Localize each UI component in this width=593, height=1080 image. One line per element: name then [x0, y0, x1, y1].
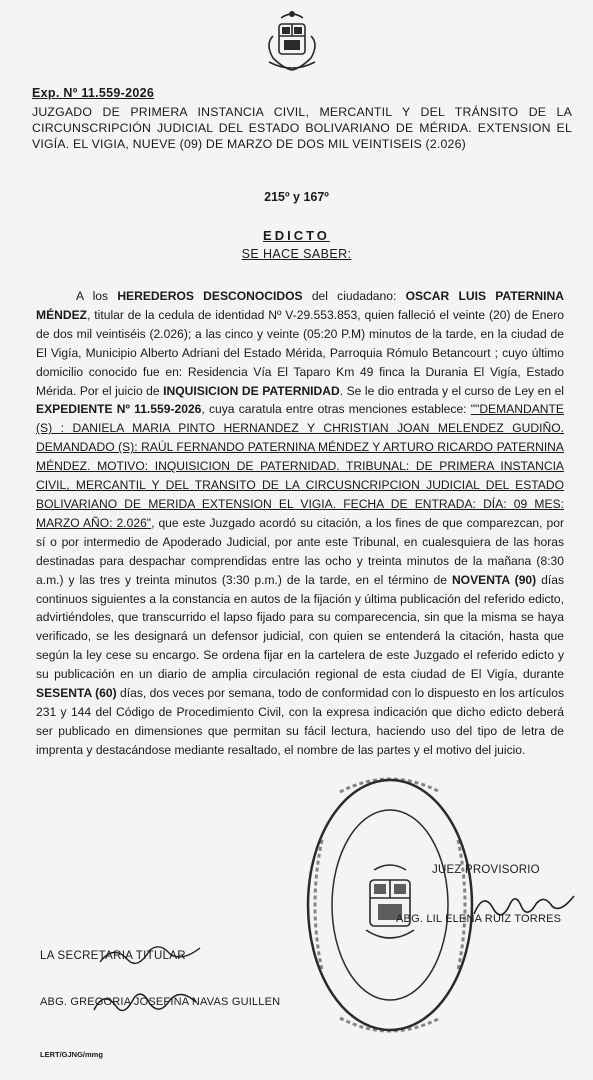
judge-title: JUEZ PROVISORIO	[432, 864, 540, 876]
body-bold-expediente: EXPEDIENTE Nº 11.559-2026	[36, 402, 202, 417]
years-line: 215º y 167º	[264, 190, 329, 204]
secretary-name: ABG. GREGORIA JOSEFINA NAVAS GUILLEN	[40, 996, 281, 1008]
body-bold-noventa: NOVENTA (90)	[451, 572, 537, 587]
edict-body	[36, 287, 564, 760]
court-seal-icon	[300, 770, 480, 1040]
body-text: . Se le dio entrada y el curso de Ley en el	[339, 383, 564, 398]
judge-name: ABG. LIL ELENA RUIZ TORRES	[396, 913, 562, 925]
se-hace-saber-heading: SE HACE SABER:	[241, 247, 352, 261]
caratula-underlined: ""DEMANDANTE (S) : DANIELA MARIA PINTO HERNANDEZ Y CHRISTIAN JOAN MELENDEZ GUDIÑO. DEMANDADO (S): RAÚL FERNANDO PATERNINA MÉNDEZ Y ARTURO RICARDO PATERNINA MÉNDEZ. MOTIVO: INQUISICION DE PATERNIDAD. TRIBUNAL: DE PRIMERA INSTANCIA CIVIL, MERCANTIL Y DEL TRANSITO DE LA CIRCUSNCRIPCION JUDICIAL DEL ESTADO BOLIVARIANO DE MERIDA EXTENSION EL VIGIA. FECHA DE ENTRADA: DÍA: 09 MES: MARZO AÑO: 2.026"	[36, 402, 564, 530]
secretary-title: LA SECRETARIA TITULAR	[40, 950, 186, 962]
body-text: , titular de la cedula de identidad Nº V-29.553.853, quien falleció el veinte (20) de Enero de dos mil veintiséis (2.026); a las cinco y veinte (05:20 P.M) minutos de la tarde, en la ciudad de El Vigía, Municipio Alberto Adriani del Estado Mérida, Parroquia Rómulo Betancourt ; cuyo último domicilio conocido fue en: Residencia Vía El Taparo Km 49 finca la Durania El Vigía, Estado Mérida. Por el juicio de	[36, 307, 564, 398]
edicto-title: EDICTO	[263, 228, 330, 243]
body-text: , cuya caratula entre otras menciones establece:	[201, 402, 471, 417]
body-bold-herederos: HEREDEROS DESCONOCIDOS	[117, 289, 303, 303]
body-bold-sesenta: SESENTA (60)	[36, 686, 117, 701]
body-text: , que este Juzgado acordó su citación, a los fines de que comparezcan, por sí o por intermedio de Apoderado Judicial, por ante este Tribunal, en cualesquiera de las horas destinadas para despachar comprendidas entre las ocho y treinta minutos de la mañana (8:30 a.m.) y las tres y treinta minutos (3:30 p.m.) de la tarde, en el término de	[36, 515, 564, 587]
body-text: días, dos veces por semana, todo de conformidad con lo dispuesto en los artículos 231 y 144 del Código de Procedimiento Civil, con la expresa indicación que dicho edicto deberá ser publicado en dimensiones que permitan su fácil lectura, haciendo uso del tipo de letra de imprenta y destacándose mediante resaltado, el nombre de las partes y el motivo del juicio.	[36, 686, 565, 757]
body-bold-deceased-name: OSCAR LUIS PATERNINA MÉNDEZ	[36, 289, 564, 322]
body-text: días continuos siguientes a la constancia en autos de la fijación y última publicación del referido edicto, advirtiéndoles, que transcurrido el lapso fijado para su comparecencia, sin que la misma se haya verificado, se les designará un defensor judicial, con quien se entenderá la citación, hasta que según la ley cese su encargo. Se ordena fijar en la cartelera de este Juzgado el referido edicto y su publicación en un diario de amplia circulación regional de esta ciudad de El Vigía, durante	[36, 572, 564, 682]
body-text: A los	[76, 289, 118, 303]
body-bold-motivo: INQUISICION DE PATERNIDAD	[163, 383, 340, 398]
body-text: del ciudadano:	[302, 289, 406, 303]
coat-of-arms-icon	[255, 6, 329, 74]
initials: LERT/GJNG/mmg	[40, 1050, 103, 1059]
court-header: JUZGADO DE PRIMERA INSTANCIA CIVIL, MERCANTIL Y DEL TRÁNSITO DE LA CIRCUNSCRIPCIÓN JUDICIAL DEL ESTADO BOLIVARIANO DE MÉRIDA. EXTENSION EL VIGÍA. EL VIGIA, NUEVE (09) DE MARZO DE DOS MIL VEINTISEIS (2.026)	[32, 105, 572, 151]
expediente-number: Exp. Nº 11.559-2026	[32, 86, 155, 100]
